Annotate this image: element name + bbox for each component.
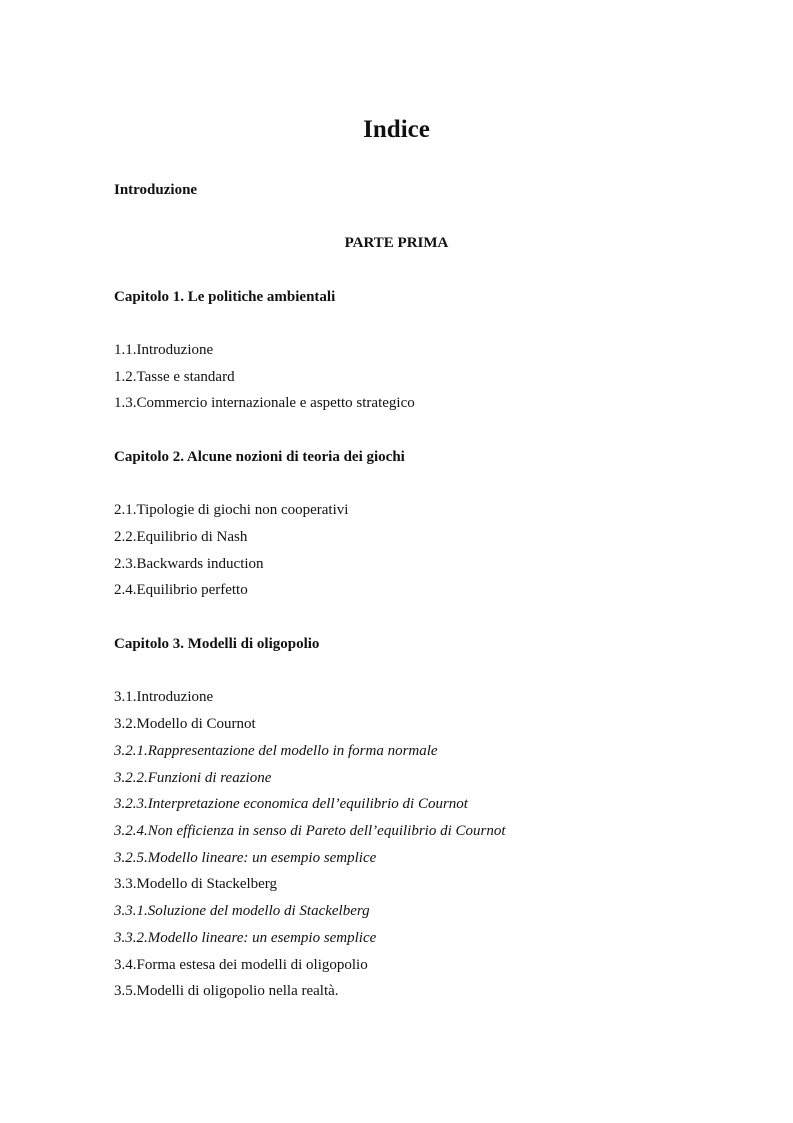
toc-subsection: 3.3.2.Modello lineare: un esempio semplice [114,930,377,946]
toc-section: 2.1.Tipologie di giochi non cooperativi [114,502,349,518]
toc-subsection: 3.2.1.Rappresentazione del modello in forma normale [114,743,438,759]
toc-section: 3.4.Forma estesa dei modelli di oligopolio [114,957,368,973]
toc-section: 1.3.Commercio internazionale e aspetto strategico [114,395,415,411]
chapter-heading: Capitolo 2. Alcune nozioni di teoria dei giochi [114,449,405,465]
toc-subsection: 3.2.3.Interpretazione economica dell’equilibrio di Cournot [114,796,468,812]
toc-section: 3.2.Modello di Cournot [114,716,256,732]
toc-section: 2.3.Backwards induction [114,556,264,572]
toc-subsection: 3.2.4.Non efficienza in senso di Pareto dell’equilibrio di Cournot [114,823,506,839]
toc-section: 2.2.Equilibrio di Nash [114,529,248,545]
toc-section: 3.1.Introduzione [114,689,214,705]
toc-subsection: 3.3.1.Soluzione del modello di Stackelberg [114,903,370,919]
chapter-heading: Capitolo 3. Modelli di oligopolio [114,636,320,652]
toc-subsection: 3.2.2.Funzioni di reazione [114,770,272,786]
toc-section: 2.4.Equilibrio perfetto [114,582,248,598]
page-title: Indice [363,116,430,143]
part-label: PARTE PRIMA [344,235,449,251]
toc-subsection: 3.2.5.Modello lineare: un esempio semplice [114,850,377,866]
toc-section: 3.5.Modelli di oligopolio nella realtà. [114,983,339,999]
toc-section: 3.3.Modello di Stackelberg [114,876,278,892]
toc-introduction: Introduzione [114,182,198,198]
chapter-heading: Capitolo 1. Le politiche ambientali [114,289,336,305]
toc-section: 1.2.Tasse e standard [114,369,235,385]
toc-section: 1.1.Introduzione [114,342,214,358]
